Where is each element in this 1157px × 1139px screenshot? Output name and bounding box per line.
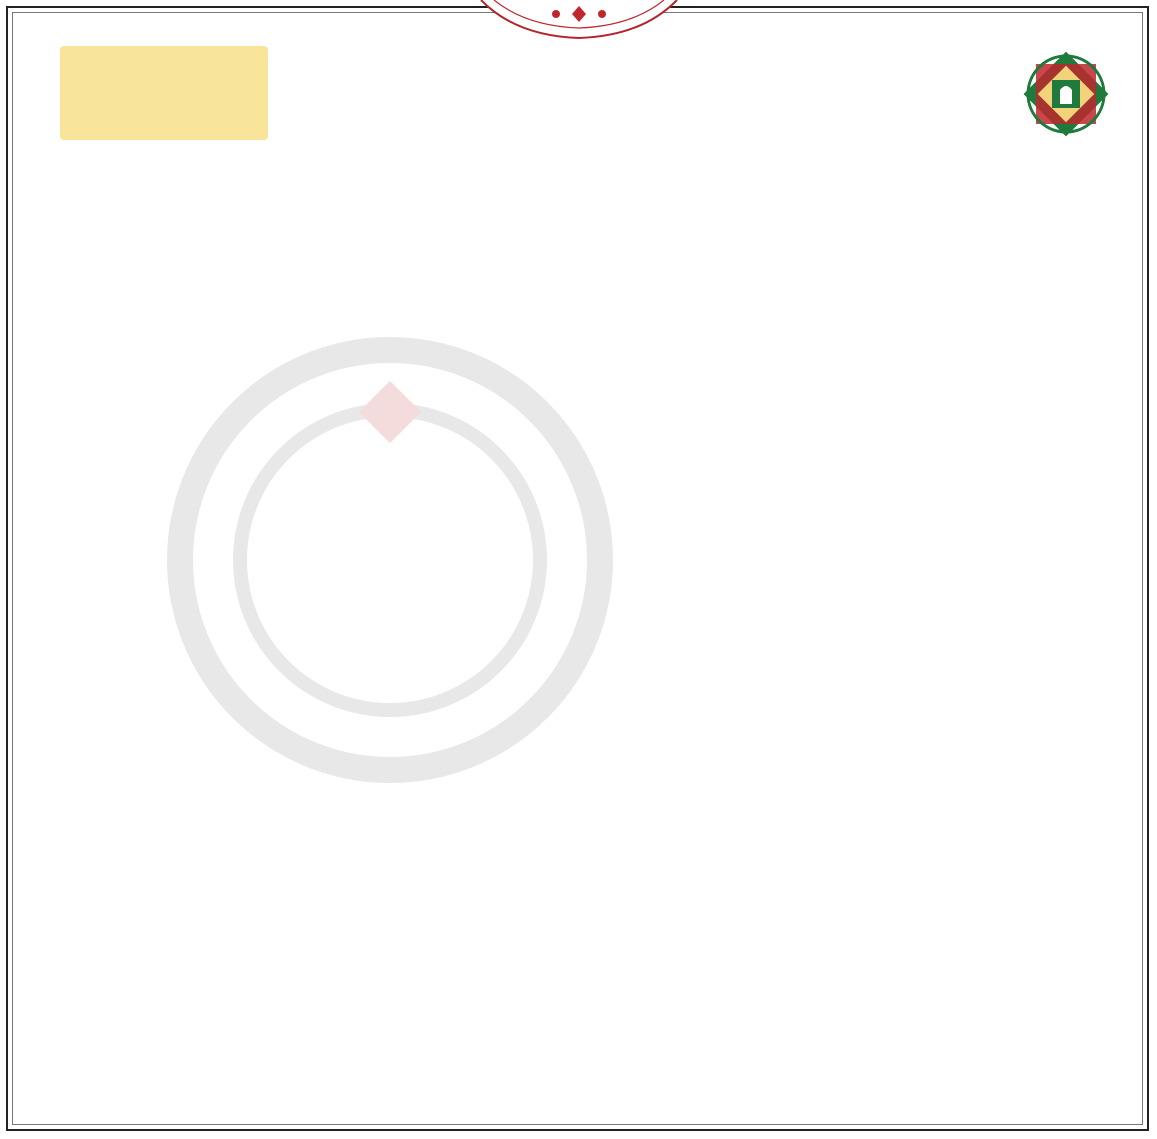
municipality-logo-icon (1022, 48, 1110, 140)
watermark-logo-icon (110, 330, 670, 790)
top-ornament-icon (476, 0, 682, 42)
issue-info-box (60, 46, 268, 140)
